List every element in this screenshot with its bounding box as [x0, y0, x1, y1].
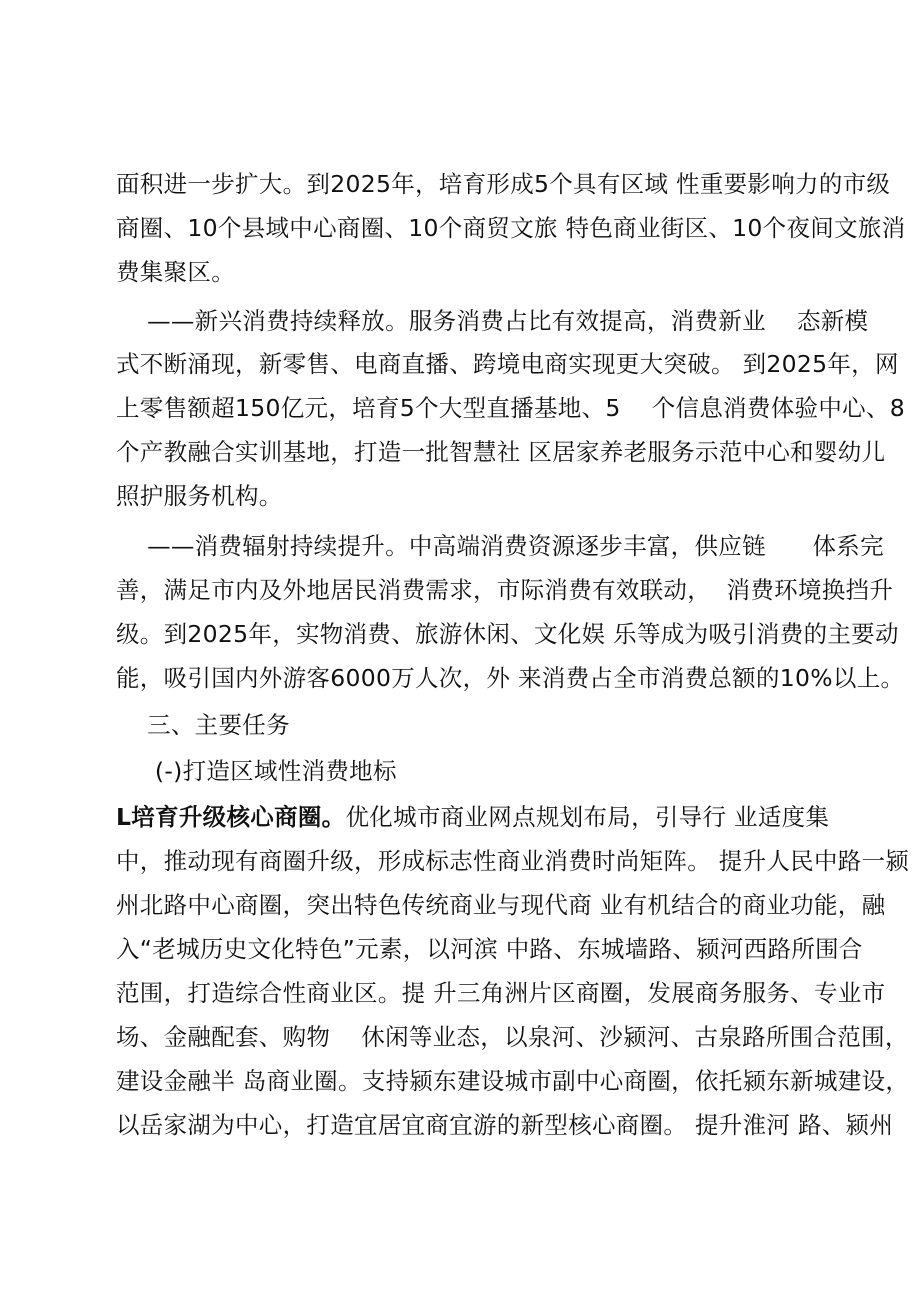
- text-line: 上零售额超150亿元，培育5个大型直播基地、5 个信息消费体验中心、8: [116, 394, 905, 422]
- section-heading: 三、主要任务: [116, 711, 290, 739]
- text-line: ——消费辐射持续提升。中高端消费资源逐步丰富，供应链 体系完: [116, 532, 884, 560]
- text-line: 范围，打造综合性商业区。提 升三角洲片区商圈，发展商务服务、专业市: [116, 979, 886, 1007]
- text-line: 善，满足市内及外地居民消费需求，市际消费有效联动， 消费环境换挡升: [116, 576, 894, 604]
- text-line: 建设金融半 岛商业圈。支持颍东建设城市副中心商圈，依托颍东新城建设，: [116, 1067, 910, 1095]
- text-line: 式不断涌现，新零售、电商直播、跨境电商实现更大突破。 到2025年，网: [116, 350, 899, 378]
- text-line: 面积进一步扩大。到2025年，培育形成5个具有区域 性重要影响力的市级: [116, 170, 891, 198]
- subsection-heading: (-)打造区域性消费地标: [116, 757, 397, 785]
- paragraph-first-line: [116, 801, 830, 833]
- text-line: 级。到2025年，实物消费、旅游休闲、文化娱 乐等成为吸引消费的主要动: [116, 620, 899, 648]
- text-line: 州北路中心商圈，突出特色传统商业与现代商 业有机结合的商业功能，融: [116, 891, 886, 919]
- text-line: 入“老城历史文化特色”元素，以河滨 中路、东城墙路、颍河西路所围合: [116, 935, 863, 963]
- text-line: 个产教融合实训基地，打造一批智慧社 区居家养老服务示范中心和婴幼儿: [116, 438, 886, 466]
- text-line: 场、金融配套、购物 休闲等业态，以泉河、沙颍河、古泉路所围合范围，: [116, 1023, 909, 1051]
- text-line: 能，吸引国内外游客6000万人次，外 来消费占全市消费总额的10%以上。: [116, 664, 905, 692]
- bold-heading: L培育升级核心商圈。: [116, 803, 346, 831]
- text-line: 费集聚区。: [116, 258, 235, 286]
- text-run: 优化城市商业网点规划布局，引导行 业适度集: [345, 803, 830, 831]
- text-line: 以岳家湖为中心，打造宜居宜商宜游的新型核心商圈。 提升淮河 路、颍州: [116, 1111, 894, 1139]
- text-line: 商圈、10个县域中心商圈、10个商贸文旅 特色商业街区、10个夜间文旅消: [116, 214, 906, 242]
- text-line: ——新兴消费持续释放。服务消费占比有效提高，消费新业 态新模: [116, 307, 869, 335]
- text-line: 照护服务机构。: [116, 482, 283, 510]
- text-line: 中，推动现有商圈升级，形成标志性商业消费时尚矩阵。 提升人民中路一颍: [116, 847, 910, 875]
